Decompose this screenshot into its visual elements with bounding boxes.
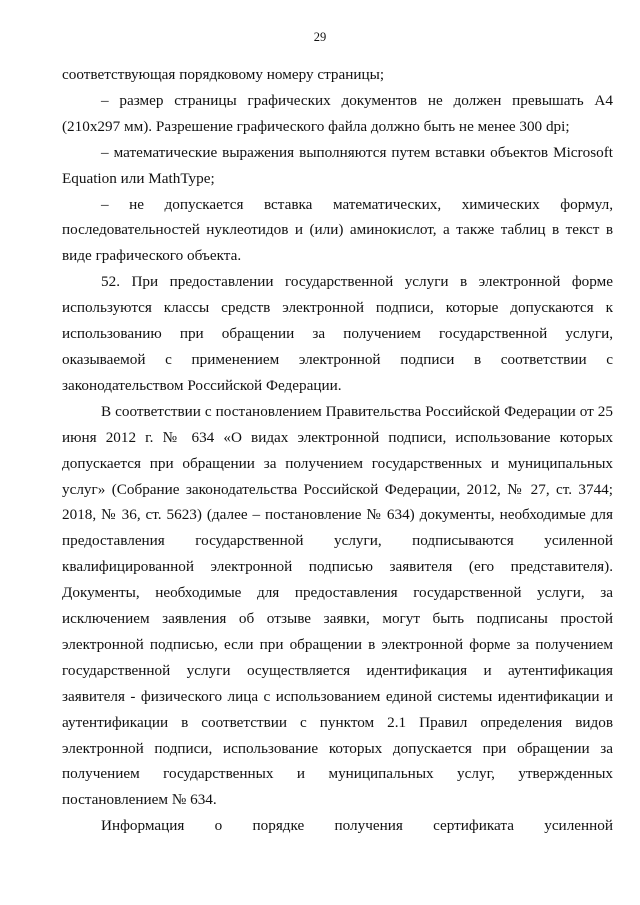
page-number: 29: [313, 30, 327, 44]
list-item-math-expressions: – математические выражения выполняются путем вставки объектов Microsoft Equation или MathType;: [62, 143, 613, 187]
paragraph-certificate-info: Информация о порядке получения сертификата усиленной: [101, 817, 613, 835]
list-item-no-graphic-objects: – не допускается вставка математических, химических формул, последовательностей нуклеотидов и (или) аминокислот, а также таблиц в текст в виде графического объекта.: [62, 195, 613, 265]
paragraph-52: 52. При предоставлении государственной услуги в электронной форме используются классы средств электронной подписи, которые допускаются к использованию при обращении за получением государственной услуги, оказываемой с применением электронной подписи в соответствии с законодательством Российской Федерации.: [62, 273, 613, 394]
list-item-page-size: – размер страницы графических документов не должен превышать А4 (210x297 мм). Разрешение графического файла должно быть не менее 300 dpi;: [62, 91, 613, 135]
paragraph-decree-634: В соответствии с постановлением Правительства Российской Федерации от 25 июня 2012 г. № 634 «О видах электронной подписи, использование которых допускается при обращении за получением государственных и муниципальных услуг» (Собрание законодательства Российской Федерации, 2012, № 27, ст. 3744; 2018, № 36, ст. 5623) (далее – постановление № 634) документы, необходимые для предоставления государственной услуги, подписываются усиленной квалифицированной электронной подписью заявителя (его представителя). Документы, необходимые для предоставления государственной услуги, за исключением заявления об отзыве заявки, могут быть подписаны простой электронной подписью, если при обращении в электронной форме за получением государственной услуги осуществляется идентификация и аутентификация заявителя - физического лица с использованием единой системы идентификации и аутентификации в соответствии с пунктом 2.1 Правил определения видов электронной подписи, использование которых допускается при обращении за получением государственных и муниципальных услуг, утвержденных постановлением № 634.: [62, 402, 613, 809]
paragraph-continuation: соответствующая порядковому номеру страницы;: [62, 66, 385, 83]
body-text: [62, 62, 613, 839]
